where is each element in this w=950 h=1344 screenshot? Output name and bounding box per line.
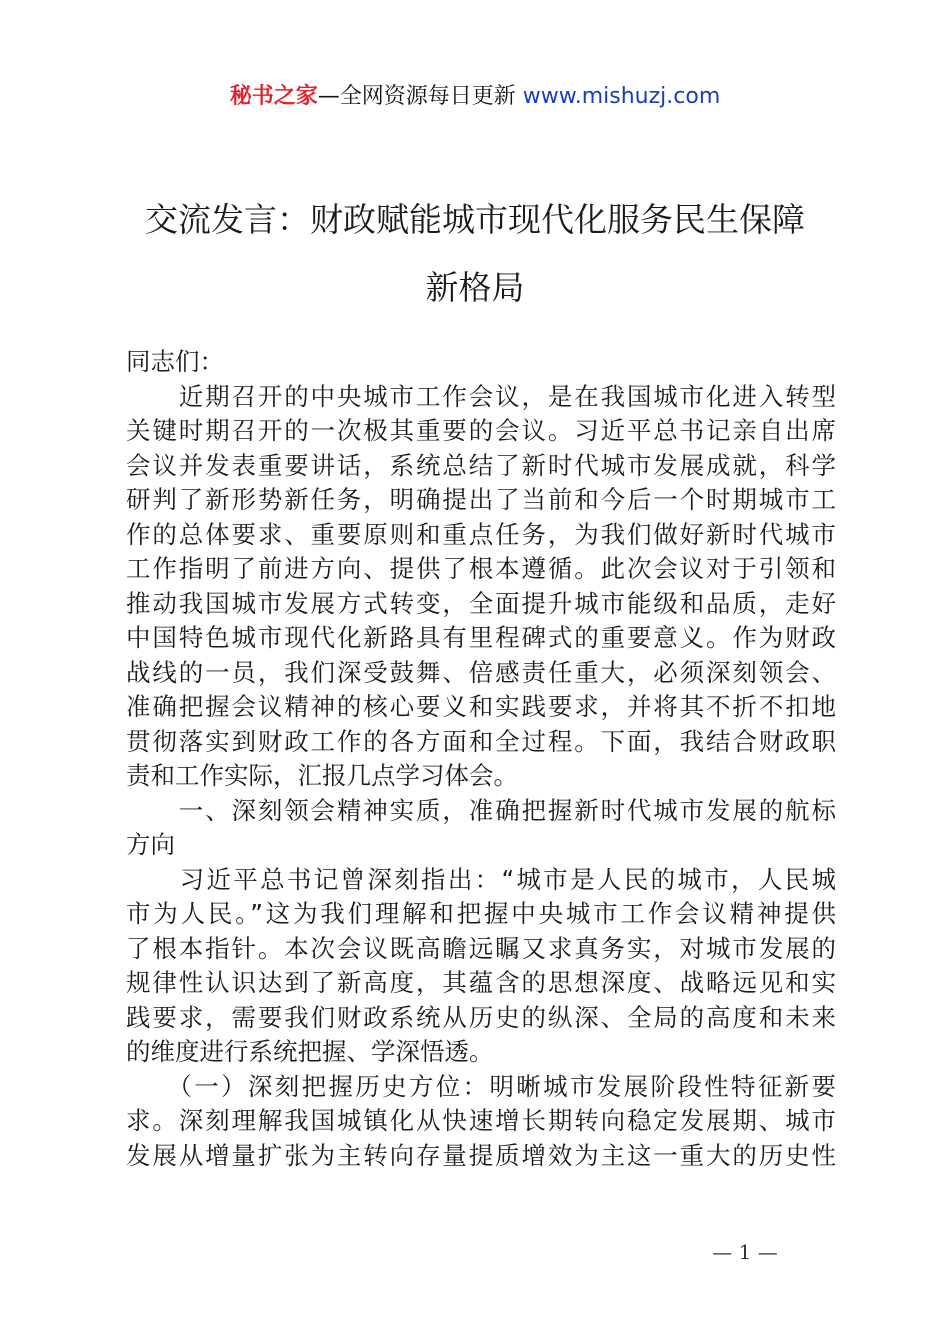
site-url-link[interactable]: www.mishuzj.com <box>522 84 721 109</box>
body-line: 贯彻落实到财政工作的各方面和全过程。下面，我结合财政职 <box>126 726 836 756</box>
body-line: 发展从增量扩张为主转向存量提质增效为主这一重大的历史性 <box>126 1140 836 1170</box>
document-body <box>126 345 836 1173</box>
body-line: 规律性认识达到了新高度，其蕴含的思想深度、战略远见和实 <box>126 968 836 997</box>
brand-name: 秘书之家 <box>229 84 318 109</box>
body-line: 践要求，需要我们财政系统从历史的纵深、全局的高度和未来 <box>126 1002 836 1032</box>
body-line: 研判了新形势新任务，明确提出了当前和今后一个时期城市工 <box>126 485 836 514</box>
body-line: 市为人民。”这为我们理解和把握中央城市工作会议精神提供 <box>126 899 836 928</box>
body-line: 会议并发表重要讲话，系统总结了新时代城市发展成就，科学 <box>126 450 836 480</box>
title-line-1: 交流发言：财政赋能城市现代化服务民生保障 <box>145 200 805 239</box>
body-line: 了根本指针。本次会议既高瞻远瞩又求真务实，对城市发展的 <box>126 933 836 963</box>
body-line: 的维度进行系统把握、学深悟透。 <box>126 1037 494 1066</box>
body-line: 习近平总书记曾深刻指出：“城市是人民的城市，人民城 <box>126 864 836 894</box>
body-line: 准确把握会议精神的核心要义和实践要求，并将其不折不扣地 <box>126 692 836 721</box>
body-line: 求。深刻理解我国城镇化从快速增长期转向稳定发展期、城市 <box>126 1106 836 1135</box>
body-line: 关键时期召开的一次极其重要的会议。习近平总书记亲自出席 <box>126 416 836 445</box>
body-line: 战线的一员，我们深受鼓舞、倍感责任重大，必须深刻领会、 <box>126 657 836 687</box>
section-heading: 一、深刻领会精神实质，准确把握新时代城市发展的航标 <box>126 795 836 825</box>
body-line: 同志们： <box>126 347 224 376</box>
page-number: — 1 — <box>712 1240 778 1264</box>
body-line: 责和工作实际，汇报几点学习体会。 <box>126 761 518 790</box>
body-line: 中国特色城市现代化新路具有里程碑式的重要意义。作为财政 <box>126 623 836 652</box>
site-header <box>0 80 950 114</box>
subsection-heading: （一）深刻把握历史方位：明晰城市发展阶段性特征新要 <box>126 1071 836 1101</box>
section-heading-cont: 方向 <box>126 830 175 859</box>
title-line-2: 新格局 <box>425 268 525 307</box>
body-line: 推动我国城市发展方式转变，全面提升城市能级和品质，走好 <box>126 588 836 618</box>
document-title <box>100 186 850 322</box>
body-line: 作的总体要求、重要原则和重点任务，为我们做好新时代城市 <box>126 519 836 549</box>
header-tagline: —全网资源每日更新 <box>317 84 516 109</box>
body-line: 工作指明了前进方向、提供了根本遵循。此次会议对于引领和 <box>126 554 836 583</box>
body-line: 近期召开的中央城市工作会议，是在我国城市化进入转型 <box>126 381 836 411</box>
